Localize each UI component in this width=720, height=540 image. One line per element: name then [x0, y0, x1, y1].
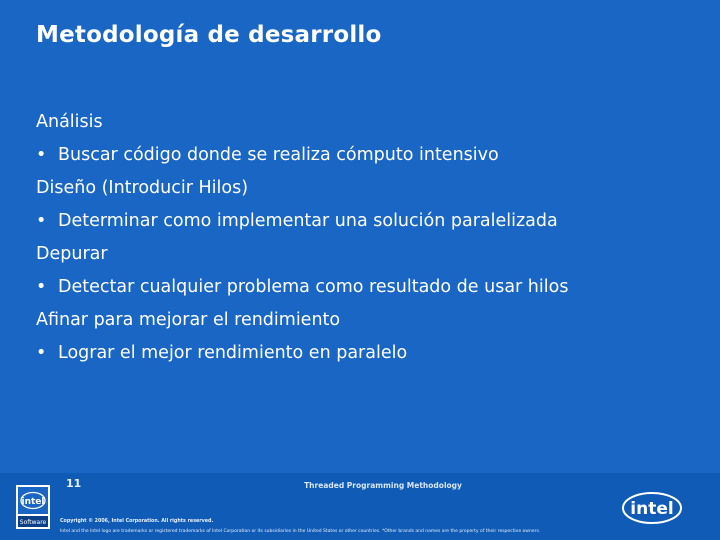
intel-software-badge-icon	[16, 485, 50, 529]
bullet-glyph: •	[36, 145, 47, 165]
bullet-item	[36, 205, 696, 238]
bullet-item	[36, 139, 696, 172]
section-heading: Diseño (Introducir Hilos)	[36, 178, 249, 198]
bullet-text: Determinar como implementar una solución paralelizada	[58, 211, 558, 231]
bullet-text: Detectar cualquier problema como resultado de usar hilos	[58, 277, 569, 297]
badge-label: Software	[19, 519, 47, 526]
bullet-text: Buscar código donde se realiza cómputo intensivo	[58, 145, 499, 165]
badge-logo-text: intel	[21, 497, 45, 507]
bullet-glyph: •	[36, 277, 47, 297]
slide-content	[36, 106, 696, 370]
bullet-glyph: •	[36, 211, 47, 231]
page-number: 11	[66, 477, 82, 490]
bullet-item	[36, 337, 696, 370]
section-heading: Afinar para mejorar el rendimiento	[36, 310, 341, 330]
bullet-text: Lograr el mejor rendimiento en paralelo	[58, 343, 408, 363]
section-heading: Análisis	[36, 112, 103, 132]
intel-logo-icon	[620, 487, 686, 527]
section-heading: Depurar	[36, 244, 108, 264]
trademark-text: Intel and the Intel logo are trademarks or registered trademarks of Intel Corporation or its subsidiaries in the United States or other countries. *Other brands and names are the property of their respective owners.	[60, 529, 541, 534]
copyright-text: Copyright © 2006, Intel Corporation. All rights reserved.	[60, 519, 214, 524]
intel-logo-text: intel	[630, 499, 674, 519]
footer-title: Threaded Programming Methodology	[304, 481, 462, 490]
bullet-item	[36, 271, 696, 304]
bullet-glyph: •	[36, 343, 47, 363]
slide-title: Metodología de desarrollo	[36, 22, 382, 48]
footer-band	[0, 473, 720, 540]
